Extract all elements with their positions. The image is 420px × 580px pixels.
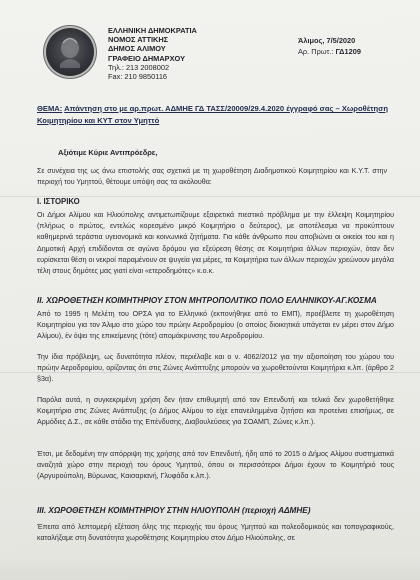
letterhead-line: ΝΟΜΟΣ ΑΤΤΙΚΗΣ <box>108 35 169 45</box>
phone-number: Τηλ.: 213 2008002 <box>108 62 170 72</box>
section-title: Ι. ΙΣΤΟΡΙΚΟ <box>37 197 80 206</box>
section-paragraph: Οι Δήμοι Αλίμου και Ηλιούπολης αντιμετωπίζουμε εξαιρετικά πιεστικό πρόβλημα με την έλλειψη Κοιμητηρίου (πλήρως ο πρώτος, εντελώς κορεσμένο μικρό Κοιμητήριο ο δεύτερος), με αποτέλεσμα να προκύπτουν καθημερινά τεράστια υγειονομικά και κοινωνικά ζητήματα. Για κάθε άνθρωπο που αποβιώνει οι οικείοι του και η Δημοτική Αρχή επιδίδονται σε αγώνα δρόμου για εξεύρεση θέσης σε Κοιμητήρια άλλων περιοχών, όταν δεν ευρίσκεται θέση οι νεκροί παραμένουν σε ψυγεία για μέρες, τα Κοιμητήρια των άλλων περιοχών χρεώνουν μεγάλα τέλη στους δημότες μας γιατί είναι «ετεροδημότες» κ.ο.κ. <box>37 211 394 276</box>
section-paragraph: Την ίδια πρόβλεψη, ως δυνατότητα πλέον, περιέλαβε και ο ν. 4062/2012 για την αξιοποίηση του χώρου του πρώην Αεροδρομίου, ορίζοντας ότι στις Ζώνες Ανάπτυξης μπορούν να χωροθετούνται Κοιμητήρια κ.λπ. (άρθρο 2 §3α). <box>37 353 394 384</box>
section-paragraph: Έτσι, με δεδομένη την απόρριψη της χρήσης από τον Επενδυτή, ήδη από το 2015 ο Δήμος Αλίμου συστηματικά αναζητά χώρο στην περιοχή του όρους Υμηττού, όπου οι περισσότεροι Δήμοι έχουν το Κοιμητήριό τους (Αργυρούπολη, Βύρωνας, Καισαριανή, Γλυφάδα κ.λπ.). <box>37 450 394 481</box>
section-paragraph: Έπειτα από λεπτομερή εξέταση όλης της περιοχής του όρους Υμηττού και πολεοδομικούς και τοπογραφικούς, καταλήξαμε στη δυνατότητα χωροθέτησης Κοιμητηρίου στον Δήμο Ηλιούπολης, σε <box>37 523 394 543</box>
letterhead <box>108 26 197 81</box>
photo-shading <box>0 556 420 580</box>
section-title: ΙΙΙ. ΧΩΡΟΘΕΤΗΣΗ ΚΟΙΜΗΤΗΡΙΟΥ ΣΤΗΝ ΗΛΙΟΥΠΟΛΗ (περιοχή ΑΔΜΗΕ) <box>37 506 311 515</box>
fax-number: Fax: 210 9850116 <box>108 72 168 82</box>
section-paragraph: Από το 1995 η Μελέτη του ΟΡΣΑ για το Ελληνικό (εκπονήθηκε από το ΕΜΠ), προέβλεπε τη χωροθέτηση Κοιμητηρίου για τον Άλιμο στο χώρο του πρώην Αεροδρομίου (ο οποίος διοικητικά υπάγεται εν μέρει στον Δήμο Αλίμου), έν όψει της επικείμενης (τότε) απομάκρυνσης του Αεροδρομίου. <box>37 310 394 341</box>
date-protocol-block <box>298 35 361 57</box>
section-title: ΙΙ. ΧΩΡΟΘΕΤΗΣΗ ΚΟΙΜΗΤΗΡΙΟΥ ΣΤΟΝ ΜΗΤΡΟΠΟΛΙΤΙΚΟ ΠΟΛΟ ΕΛΛΗΝΙΚΟΥ-ΑΓ.ΚΟΣΜΑ <box>37 296 377 305</box>
municipality-seal-icon <box>46 28 94 76</box>
subject-line <box>37 103 397 127</box>
greeting: Αξιότιμε Κύριε Αντιπρόεδρε, <box>58 148 158 157</box>
place-date: Άλιμος, 7/5/2020 <box>298 36 356 45</box>
letterhead-line: ΔΗΜΟΣ ΑΛΙΜΟΥ <box>108 44 166 54</box>
letterhead-line: ΓΡΑΦΕΙΟ ΔΗΜΑΡΧΟΥ <box>108 53 186 63</box>
subject-label: ΘΕΜΑ: <box>37 104 63 113</box>
protocol-label: Αρ. Πρωτ.: <box>298 47 334 56</box>
section-paragraph: Παρόλα αυτά, η συγκεκριμένη χρήση δεν ήταν επιθυμητή από τον Επενδυτή και τελικά δεν χωροθετήθηκε Κοιμητήριο στις Ζώνες Ανάπτυξης (ο Δήμος Αλίμου το είχε επανειλημμένα ζητήσει και προτείνει επισήμως, σε Αρμόδιες Δ.Σ., σε κάθε στάδιο της Επένδυσης, Διαβουλεύσεις για ΣΟΑΜΠ, Ζώνες κ.λπ.). <box>37 396 394 427</box>
protocol-number: ΓΔ1209 <box>335 47 361 56</box>
intro-paragraph: Σε συνέχεια της ως άνω επιστολής σας σχετικά με τη χωροθέτηση Διαδημοτικού Κοιμητηρίου και Κ.Υ.Τ. στην περιοχή του Υμηττού, θέτουμε υπόψη σας τα ακόλουθα: <box>37 167 387 187</box>
letterhead-line: ΕΛΛΗΝΙΚΗ ΔΗΜΟΚΡΑΤΙΑ <box>108 26 197 35</box>
subject-text: Απάντηση στο με αρ.πρωτ. ΑΔΜΗΕ ΓΔ ΤΑΣΣ/20009/29.4.2020 έγγραφό σας – Χωροθέτηση Κοιμητηρίου και ΚΥΤ στον Υμηττό <box>37 104 389 125</box>
